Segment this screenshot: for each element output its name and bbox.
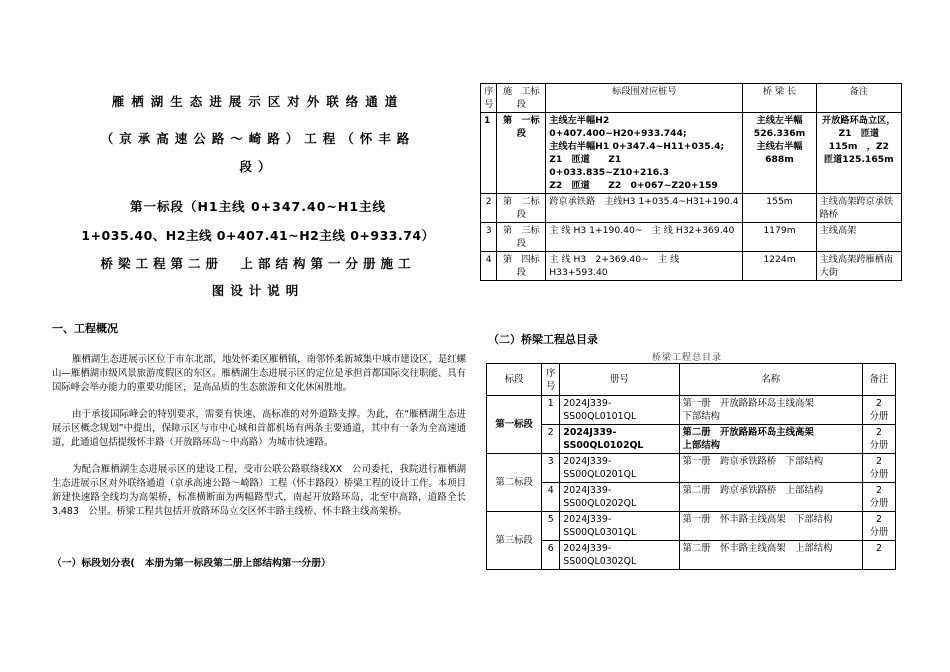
table-row <box>487 483 896 512</box>
catalog-table <box>486 363 896 570</box>
doc-title-line-4: 第一标段（H1主线 0+347.40~H1主线 <box>129 199 387 214</box>
cell-no: 1 <box>481 113 497 194</box>
header-seg: 施 工标段 <box>497 84 546 113</box>
doc-title-line-1: 雁栖湖生态进展示区对外联络通道 <box>111 94 405 109</box>
header-note: 备注 <box>862 364 895 396</box>
cell-no: 2 <box>481 194 497 223</box>
paragraph-1: 雁栖湖生态进展示区位于市东北部，地处怀柔区雁栖镇，南邻怀柔新城集中城市建设区，是红螺山—雁栖湖市级风景旅游度假区的东区。雁栖湖生态进展示区的定位是承担首都国际交往职能、具有国际峰会举办能力的重要功能区，是高品质的生态旅游和文化休闲胜地。 <box>52 354 466 393</box>
doc-title-line-7: 图设计说明 <box>211 283 305 298</box>
cell-seg: 第 四标段 <box>497 252 546 281</box>
cell-note: 主线高架跨京承铁路桥 <box>816 194 901 223</box>
table-row <box>481 252 902 281</box>
section-heading-overview: 一、工程概况 <box>52 322 118 335</box>
table-row <box>487 396 896 425</box>
cell-note: 2 分册 <box>862 454 895 483</box>
cell-name: 第一册 跨京承铁路桥 下部结构 <box>679 454 862 483</box>
cell-note: 2 分册 <box>862 396 895 425</box>
cell-chainage: 主 线 H3 1+190.40~ 主 线 H32+369.40 <box>546 223 743 252</box>
table-row <box>481 113 902 194</box>
cell-note: 主线高架跨雁栖南大街 <box>816 252 901 281</box>
cell-no: 3 <box>542 454 560 483</box>
doc-title-line-3: 段） <box>239 159 277 174</box>
section-heading-segment-table: （一）标段划分表( 本册为第一标段第二册上部结构第一分册） <box>52 558 331 569</box>
cell-seg: 第 三标段 <box>497 223 546 252</box>
cell-no: 4 <box>481 252 497 281</box>
cell-no: 4 <box>542 483 560 512</box>
cell-chainage: 主线左半幅H2 0+407.400~H20+933.744; 主线右半幅H1 0+347.4~H11+035.4; Z1 匝道 Z1 0+033.835~Z10+216.3 Z2 匝道 Z2 0+067~Z20+159 <box>546 113 743 194</box>
cell-code: 2024J339-SS00QL0302QL <box>560 541 679 570</box>
cell-seg: 第一标段 <box>487 396 542 454</box>
cell-note: 2 分册 <box>862 512 895 541</box>
cell-code: 2024J339-SS00QL0201QL <box>560 454 679 483</box>
cell-no: 5 <box>542 512 560 541</box>
cell-no: 3 <box>481 223 497 252</box>
doc-title-line-6: 桥梁工程第二册 上部结构第一分册施工 <box>100 256 416 271</box>
cell-no: 2 <box>542 425 560 454</box>
cell-length: 1179m <box>743 223 816 252</box>
table-row <box>487 425 896 454</box>
header-no: 序号 <box>481 84 497 113</box>
header-name: 名称 <box>679 364 862 396</box>
cell-length: 1224m <box>743 252 816 281</box>
table-row <box>481 194 902 223</box>
cell-length: 155m <box>743 194 816 223</box>
cell-chainage: 主 线 H3 2+369.40~ 主 线 H33+593.40 <box>546 252 743 281</box>
cell-no: 6 <box>542 541 560 570</box>
cell-name: 第二册 怀丰路主线高架 上部结构 <box>679 541 862 570</box>
paragraph-3: 为配合雁栖湖生态进展示区的建设工程，受市公联公路联络线XX 公司委托，我院进行雁栖湖生态进展示区对外联络通道（京承高速公路～崎路）工程（怀丰路段）桥梁工程的设计工作。本项目新建快速路全线均为高架桥，标准横断面为两幅路型式，南起开放路环岛，北至中高路，道路全长3.483 公里。桥梁工程共包括开放路环岛立交区怀丰路主线桥、怀丰路主线高架桥。 <box>52 464 466 517</box>
cell-code: 2024J339-SS00QL0301QL <box>560 512 679 541</box>
catalog-table-header <box>487 364 896 396</box>
segment-table <box>480 83 908 281</box>
cell-seg: 第 一标段 <box>497 113 546 194</box>
doc-title-line-5: 1+035.40、H2主线 0+407.41~H2主线 0+933.74） <box>81 228 435 243</box>
segment-table-header <box>481 84 902 113</box>
doc-title-line-2: （京承高速公路～崎路）工程（怀丰路 <box>100 131 416 146</box>
header-seg: 标段 <box>487 364 542 396</box>
cell-note: 主线高架 <box>816 223 901 252</box>
cell-name: 第二册 跨京承铁路桥 上部结构 <box>679 483 862 512</box>
catalog-caption: 桥梁工程总目录 <box>652 353 723 363</box>
header-chainage: 标段围对应桩号 <box>546 84 743 113</box>
cell-name: 第一册 怀丰路主线高架 下部结构 <box>679 512 862 541</box>
cell-name: 第一册 开放路路环岛主线高架 下部结构 <box>679 396 862 425</box>
table-row <box>487 512 896 541</box>
header-code: 册号 <box>560 364 679 396</box>
cell-chainage: 跨京承铁路 主线H3 1+035.4~H31+190.4 <box>546 194 743 223</box>
header-length: 桥 梁 长 <box>743 84 816 113</box>
cell-seg: 第三标段 <box>487 512 542 570</box>
table-row <box>481 223 902 252</box>
cell-code: 2024J339-SS00QL0101QL <box>560 396 679 425</box>
cell-note: 2 <box>862 541 895 570</box>
cell-note: 2 分册 <box>862 483 895 512</box>
header-note: 备注 <box>816 84 901 113</box>
cell-seg: 第 二标段 <box>497 194 546 223</box>
cell-note: 开放路环岛立区，Z1 匝道115m ，Z2 匝道125.165m <box>816 113 901 194</box>
cell-note: 2 分册 <box>862 425 895 454</box>
header-no: 序号 <box>542 364 560 396</box>
paragraph-2: 由于承接国际峰会的特别要求，需要有快速、高标准的对外道路支撑。为此，在“雁栖湖生态进展示区概念规划”中提出，保障示区与市中心城和首都机场有两条主要通道，其中有一条为全高速通道，此通道包括提级怀丰路（开放路环岛～中高路）为城市快速路。 <box>52 409 466 448</box>
cell-code: 2024J339-SS00QL0102QL <box>560 425 679 454</box>
section-heading-catalog: （二）桥梁工程总目录 <box>488 333 598 346</box>
cell-no: 1 <box>542 396 560 425</box>
cell-length: 主线左半幅526.336m 主线右半幅688m <box>743 113 816 194</box>
cell-code: 2024J339-SS00QL0202QL <box>560 483 679 512</box>
table-row <box>487 454 896 483</box>
cell-seg: 第二标段 <box>487 454 542 512</box>
cell-name: 第二册 开放路路环岛主线高架 上部结构 <box>679 425 862 454</box>
table-row <box>487 541 896 570</box>
